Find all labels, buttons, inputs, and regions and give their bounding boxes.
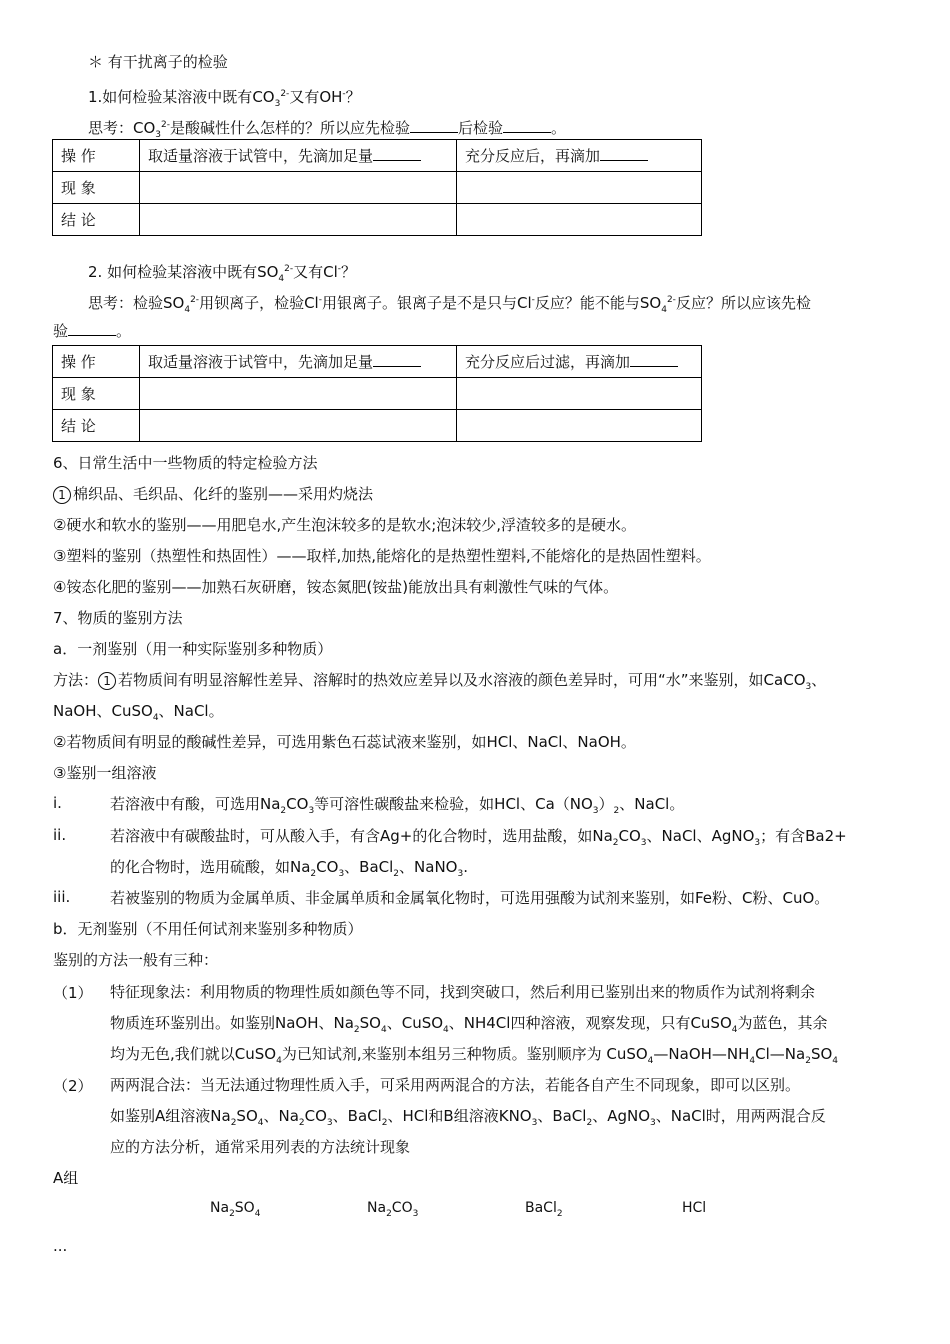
subsection-a-title: a．一剂鉴别（用一种实际鉴别多种物质） bbox=[53, 640, 333, 658]
list-item: 1 棉织品、毛织品、化纤的鉴别——采用灼烧法 bbox=[53, 484, 373, 504]
experiment-table-2 bbox=[52, 345, 702, 442]
circled-number: 1 bbox=[53, 486, 71, 504]
circled-number: 1 bbox=[98, 672, 116, 690]
rule-3: 若被鉴别的物质为金属单质、非金属单质和金属氧化物时，可选用强酸为试剂来鉴别，如Fe粉、C粉、CuO。 bbox=[110, 889, 830, 907]
method-3: ③鉴别一组溶液 bbox=[53, 764, 157, 782]
method-pairwise-cont: 如鉴别A组溶液$Na_2SO_4$、$Na_2CO_3$、BaCl$_2$、HCl和B组溶液$KNO_3$、BaCl$_2$、AgNO$_3$、NaCl时，用两两混合反 bbox=[110, 1107, 826, 1128]
cell-empty[interactable] bbox=[140, 172, 457, 204]
method-feature-cont: 物质连环鉴别出。如鉴别NaOH、$Na_2SO_4$、CuSO$_4$、NH4Cl四种溶液，观察发现，只有CuSO$_4$为蓝色，其余 bbox=[110, 1014, 828, 1035]
method-feature: 特征现象法：利用物质的物理性质如颜色等不同，找到突破口，然后利用已鉴别出来的物质作为试剂将剩余 bbox=[110, 983, 816, 1001]
group-a-label: A组 bbox=[53, 1169, 79, 1187]
rule-2: 若溶液中有碳酸盐时，可从酸入手，有含Ag+的化合物时，选用盐酸，如$Na_2CO_3$、NaCl、AgNO$_3$；有含Ba2+ bbox=[110, 827, 847, 848]
list-item: ②硬水和软水的鉴别——用肥皂水,产生泡沫较多的是软水;泡沫较少,浮渣较多的是硬水。 bbox=[53, 516, 637, 534]
column-header: $Na_2SO_4$ bbox=[210, 1200, 261, 1219]
answer-blank[interactable] bbox=[600, 146, 648, 161]
cell-operation-step-1: 取适量溶液于试管中，先滴加足量 bbox=[140, 140, 457, 172]
question-1: 1.如何检验某溶液中既有$CO_3^{2-}$又有OH-？ bbox=[88, 88, 361, 109]
row-header-conclusion: 结 论 bbox=[53, 204, 140, 236]
cell-empty[interactable] bbox=[457, 378, 702, 410]
method-feature-cont: 均为无色,我们就以CuSO$_4$为已知试剂,来鉴别本组另三种物质。鉴别顺序为 $CuSO_4—NaOH—NH_4Cl—Na_2SO_4$ bbox=[110, 1045, 838, 1066]
roman-numeral: iii. bbox=[53, 888, 71, 906]
row-header-phenomenon: 现 象 bbox=[53, 378, 140, 410]
cell-operation-step-2: 充分反应后，再滴加 bbox=[457, 140, 702, 172]
answer-blank[interactable] bbox=[373, 352, 421, 367]
cell-operation-step-2: 充分反应后过滤，再滴加 bbox=[457, 346, 702, 378]
method-2: ②若物质间有明显的酸碱性差异，可选用紫色石蕊试液来鉴别，如HCl、NaCl、NaOH。 bbox=[53, 733, 636, 751]
section-title: ＊ 有干扰离子的检验 bbox=[88, 53, 228, 71]
cell-empty[interactable] bbox=[457, 410, 702, 442]
roman-numeral: i. bbox=[53, 794, 62, 812]
row-header-conclusion: 结 论 bbox=[53, 410, 140, 442]
row-header-phenomenon: 现 象 bbox=[53, 172, 140, 204]
roman-numeral: ii. bbox=[53, 826, 67, 844]
method-pairwise-cont: 应的方法分析，通常采用列表的方法统计现象 bbox=[110, 1138, 411, 1156]
list-item: ③塑料的鉴别（热塑性和热固性）——取样,加热,能熔化的是热塑性塑料,不能熔化的是热固性塑料。 bbox=[53, 547, 711, 565]
ellipsis: ... bbox=[53, 1237, 68, 1255]
cell-operation-step-1: 取适量溶液于试管中，先滴加足量 bbox=[140, 346, 457, 378]
section-6-title: 6、日常生活中一些物质的特定检验方法 bbox=[53, 454, 318, 472]
answer-blank[interactable] bbox=[630, 352, 678, 367]
method-pairwise: 两两混合法：当无法通过物理性质入手，可采用两两混合的方法，若能各自产生不同现象，即可以区别。 bbox=[110, 1076, 801, 1094]
rule-2-cont: 的化合物时，选用硫酸，如$Na_2CO_3$、BaCl$_2$、NaNO$_3$. bbox=[110, 858, 468, 879]
answer-blank[interactable] bbox=[68, 321, 116, 336]
cell-empty[interactable] bbox=[140, 204, 457, 236]
row-header-operation: 操 作 bbox=[53, 140, 140, 172]
column-header: BaCl$_2$ bbox=[525, 1200, 563, 1219]
column-header: HCl bbox=[682, 1200, 707, 1216]
section-7-title: 7、物质的鉴别方法 bbox=[53, 609, 183, 627]
cell-empty[interactable] bbox=[457, 172, 702, 204]
paren-number: （1） bbox=[53, 984, 93, 1002]
subsection-b-title: b．无剂鉴别（不用任何试剂来鉴别多种物质） bbox=[53, 920, 363, 938]
method-1: 方法： 1 若物质间有明显溶解性差异、溶解时的热效应差异以及水溶液的颜色差异时，可用“水”来鉴别，如CaCO$_3$、 bbox=[53, 671, 827, 692]
question-2-thinking-cont: 验 。 bbox=[53, 322, 132, 340]
answer-blank[interactable] bbox=[373, 146, 421, 161]
rule-1: 若溶液中有酸，可选用$Na_2CO_3$等可溶性碳酸盐来检验，如HCl、$Ca(NO_3)_2$、NaCl。 bbox=[110, 795, 685, 816]
column-header: $Na_2CO_3$ bbox=[367, 1200, 419, 1219]
list-item: ④铵态化肥的鉴别——加熟石灰研磨，铵态氮肥(铵盐)能放出具有刺激性气味的气体。 bbox=[53, 578, 619, 596]
method-1-cont: NaOH、CuSO$_4$、NaCl。 bbox=[53, 702, 224, 723]
cell-empty[interactable] bbox=[140, 378, 457, 410]
row-header-operation: 操 作 bbox=[53, 346, 140, 378]
methods-intro: 鉴别的方法一般有三种： bbox=[53, 951, 219, 969]
answer-blank[interactable] bbox=[410, 118, 458, 133]
cell-empty[interactable] bbox=[140, 410, 457, 442]
cell-empty[interactable] bbox=[457, 204, 702, 236]
paren-number: （2） bbox=[53, 1077, 93, 1095]
answer-blank[interactable] bbox=[503, 118, 551, 133]
question-2: 2. 如何检验某溶液中既有$SO_4^{2-}$又有Cl-？ bbox=[88, 263, 357, 284]
question-1-thinking: 思考：$CO_3^{2-}$是酸碱性什么怎样的？所以应先检验 后检验 。 bbox=[88, 119, 567, 140]
question-2-thinking: 思考：检验$SO_4^{2-}$用钡离子，检验Cl-用银离子。银离子是不是只与Cl-反应？能不能与$SO_4^{2-}$反应？所以应该先检 bbox=[88, 294, 811, 315]
experiment-table-1 bbox=[52, 139, 702, 236]
